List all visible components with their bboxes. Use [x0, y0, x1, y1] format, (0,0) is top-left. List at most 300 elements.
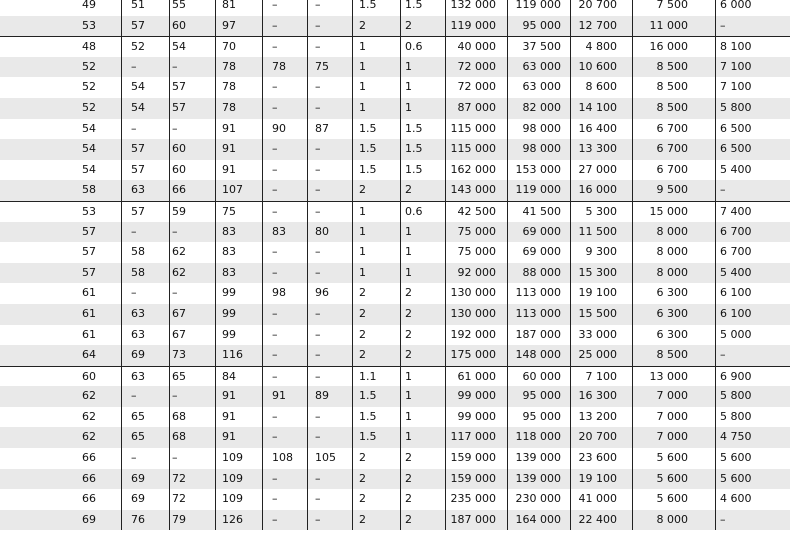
cell-dyn-load-rating: 115 000 [450, 142, 496, 156]
table-row [0, 489, 790, 510]
cell-static-load-rating: 187 000 [515, 327, 561, 341]
cell-d1: – [131, 286, 137, 300]
cell-d2: 60 [172, 142, 186, 156]
cell-d2: 68 [172, 430, 186, 444]
cell-dyn-load-rating: 87 000 [457, 100, 496, 114]
cell-limiting-speed: 6 100 [720, 306, 752, 320]
cell-d-a-min: 57 [82, 245, 96, 259]
cell-static-load-rating: 82 000 [522, 100, 561, 114]
cell-r-a-max: 2 [359, 306, 366, 320]
cell-dyn-load-rating: 235 000 [450, 492, 496, 506]
cell-fatigue-load-limit: 7 100 [585, 369, 617, 383]
cell-d3: – [272, 18, 278, 32]
cell-r-a-max: 1 [359, 265, 366, 279]
column-divider [262, 0, 263, 530]
cell-d3: – [272, 204, 278, 218]
cell-ref-speed: 7 500 [656, 0, 688, 11]
cell-static-load-rating: 139 000 [515, 451, 561, 465]
cell-d1: – [131, 59, 137, 73]
cell-D-a-max: 126 [222, 512, 243, 526]
cell-D-a-max: 91 [222, 142, 236, 156]
cell-limiting-speed: 7 100 [720, 59, 752, 73]
cell-dyn-load-rating: 40 000 [457, 40, 496, 54]
cell-d-a-min: 57 [82, 224, 96, 238]
column-divider [632, 0, 633, 530]
cell-r-b-max: 1 [405, 265, 412, 279]
cell-D-a-max: 84 [222, 369, 236, 383]
cell-D-a-max: 91 [222, 409, 236, 423]
cell-d1: – [131, 224, 137, 238]
cell-d-a-min: 48 [82, 40, 96, 54]
cell-d1: 52 [131, 40, 145, 54]
cell-d4: – [315, 40, 321, 54]
cell-d1: 63 [131, 183, 145, 197]
cell-d3: – [272, 327, 278, 341]
cell-ref-speed: 6 700 [656, 142, 688, 156]
cell-d-a-min: 54 [82, 162, 96, 176]
table-row [0, 98, 790, 119]
cell-d3: – [272, 40, 278, 54]
cell-ref-speed: 8 000 [656, 512, 688, 526]
cell-r-b-max: 1 [405, 59, 412, 73]
column-divider [445, 0, 446, 530]
cell-static-load-rating: 153 000 [515, 162, 561, 176]
cell-fatigue-load-limit: 15 300 [578, 265, 617, 279]
cell-d3: 78 [272, 59, 286, 73]
cell-d-a-min: 66 [82, 471, 96, 485]
cell-d-a-min: 62 [82, 430, 96, 444]
cell-fatigue-load-limit: 20 700 [578, 430, 617, 444]
cell-D-a-max: 91 [222, 162, 236, 176]
cell-fatigue-load-limit: 12 700 [578, 18, 617, 32]
cell-d4: 87 [315, 121, 329, 135]
cell-D-a-max: 91 [222, 430, 236, 444]
cell-d4: – [315, 430, 321, 444]
cell-fatigue-load-limit: 15 500 [578, 306, 617, 320]
cell-d2: 66 [172, 183, 186, 197]
cell-D-a-max: 109 [222, 492, 243, 506]
cell-d1: 57 [131, 204, 145, 218]
cell-d1: 63 [131, 369, 145, 383]
cell-d3: – [272, 512, 278, 526]
cell-r-b-max: 1 [405, 430, 412, 444]
cell-dyn-load-rating: 159 000 [450, 451, 496, 465]
cell-r-b-max: 1 [405, 389, 412, 403]
cell-d4: – [315, 492, 321, 506]
cell-d3: – [272, 492, 278, 506]
cell-dyn-load-rating: 119 000 [450, 18, 496, 32]
cell-limiting-speed: 6 900 [720, 369, 752, 383]
cell-d2: 59 [172, 204, 186, 218]
cell-fatigue-load-limit: 41 000 [578, 492, 617, 506]
cell-dyn-load-rating: 130 000 [450, 286, 496, 300]
cell-d1: 76 [131, 512, 145, 526]
cell-d3: – [272, 409, 278, 423]
cell-D-a-max: 109 [222, 451, 243, 465]
cell-D-a-max: 75 [222, 204, 236, 218]
cell-r-a-max: 1 [359, 80, 366, 94]
cell-r-a-max: 2 [359, 183, 366, 197]
cell-r-b-max: 2 [405, 183, 412, 197]
cell-dyn-load-rating: 130 000 [450, 306, 496, 320]
cell-fatigue-load-limit: 9 300 [585, 245, 617, 259]
cell-d3: – [272, 80, 278, 94]
table-row [0, 139, 790, 160]
cell-d2: – [172, 59, 178, 73]
table-row [0, 263, 790, 284]
cell-d4: – [315, 409, 321, 423]
cell-d1: 69 [131, 348, 145, 362]
cell-d4: 89 [315, 389, 329, 403]
cell-d-a-min: 52 [82, 100, 96, 114]
cell-dyn-load-rating: 42 500 [457, 204, 496, 218]
cell-limiting-speed: – [720, 18, 726, 32]
cell-d2: 57 [172, 80, 186, 94]
cell-d-a-min: 52 [82, 59, 96, 73]
cell-limiting-speed: 4 750 [720, 430, 752, 444]
cell-r-a-max: 2 [359, 451, 366, 465]
cell-d4: – [315, 265, 321, 279]
cell-ref-speed: 8 500 [656, 100, 688, 114]
cell-limiting-speed: 5 800 [720, 389, 752, 403]
cell-D-a-max: 97 [222, 18, 236, 32]
cell-static-load-rating: 139 000 [515, 471, 561, 485]
cell-fatigue-load-limit: 19 100 [578, 286, 617, 300]
cell-d2: 73 [172, 348, 186, 362]
cell-d3: 98 [272, 286, 286, 300]
cell-fatigue-load-limit: 25 000 [578, 348, 617, 362]
table-row [0, 222, 790, 243]
cell-fatigue-load-limit: 11 500 [578, 224, 617, 238]
column-divider [507, 0, 508, 530]
cell-d-a-min: 61 [82, 327, 96, 341]
cell-r-a-max: 1.5 [359, 121, 377, 135]
cell-d4: – [315, 348, 321, 362]
cell-r-b-max: 2 [405, 471, 412, 485]
cell-r-a-max: 1.5 [359, 142, 377, 156]
cell-dyn-load-rating: 132 000 [450, 0, 496, 11]
cell-d3: – [272, 245, 278, 259]
cell-d1: – [131, 451, 137, 465]
cell-dyn-load-rating: 72 000 [457, 59, 496, 73]
cell-fatigue-load-limit: 5 300 [585, 204, 617, 218]
table-row [0, 469, 790, 490]
cell-d2: 62 [172, 265, 186, 279]
table-row [0, 386, 790, 407]
cell-D-a-max: 70 [222, 40, 236, 54]
cell-static-load-rating: 69 000 [522, 224, 561, 238]
cell-d2: – [172, 389, 178, 403]
cell-ref-speed: 16 000 [649, 40, 688, 54]
cell-d4: – [315, 306, 321, 320]
cell-fatigue-load-limit: 16 300 [578, 389, 617, 403]
cell-dyn-load-rating: 159 000 [450, 471, 496, 485]
cell-limiting-speed: 6 000 [720, 0, 752, 11]
cell-d3: 108 [272, 451, 293, 465]
cell-d3: – [272, 369, 278, 383]
cell-d2: – [172, 286, 178, 300]
cell-r-b-max: 2 [405, 348, 412, 362]
column-divider [215, 0, 216, 530]
cell-fatigue-load-limit: 22 400 [578, 512, 617, 526]
cell-static-load-rating: 95 000 [522, 18, 561, 32]
cell-d-a-min: 62 [82, 389, 96, 403]
table-row [0, 242, 790, 263]
cell-limiting-speed: 6 500 [720, 142, 752, 156]
cell-limiting-speed: – [720, 183, 726, 197]
cell-ref-speed: 8 000 [656, 265, 688, 279]
cell-r-a-max: 2 [359, 512, 366, 526]
cell-fatigue-load-limit: 10 600 [578, 59, 617, 73]
column-divider [307, 0, 308, 530]
cell-dyn-load-rating: 192 000 [450, 327, 496, 341]
cell-static-load-rating: 148 000 [515, 348, 561, 362]
cell-ref-speed: 8 500 [656, 59, 688, 73]
cell-r-a-max: 1.5 [359, 0, 377, 11]
cell-limiting-speed: 5 600 [720, 471, 752, 485]
table-row [0, 36, 790, 57]
table-row [0, 448, 790, 469]
cell-static-load-rating: 113 000 [515, 306, 561, 320]
table-row [0, 366, 790, 387]
cell-static-load-rating: 63 000 [522, 80, 561, 94]
cell-r-b-max: 2 [405, 512, 412, 526]
cell-dyn-load-rating: 61 000 [457, 369, 496, 383]
cell-d4: 80 [315, 224, 329, 238]
cell-d4: 75 [315, 59, 329, 73]
cell-limiting-speed: 6 700 [720, 245, 752, 259]
column-divider [352, 0, 353, 530]
cell-d-a-min: 54 [82, 121, 96, 135]
cell-D-a-max: 99 [222, 327, 236, 341]
cell-fatigue-load-limit: 27 000 [578, 162, 617, 176]
cell-d1: 69 [131, 492, 145, 506]
cell-d4: – [315, 471, 321, 485]
cell-d4: – [315, 18, 321, 32]
cell-r-b-max: 1.5 [405, 0, 423, 11]
cell-dyn-load-rating: 143 000 [450, 183, 496, 197]
cell-dyn-load-rating: 117 000 [450, 430, 496, 444]
cell-d1: 65 [131, 409, 145, 423]
cell-static-load-rating: 63 000 [522, 59, 561, 73]
table-row [0, 160, 790, 181]
cell-D-a-max: 78 [222, 100, 236, 114]
cell-d-a-min: 57 [82, 265, 96, 279]
cell-r-b-max: 1 [405, 100, 412, 114]
cell-limiting-speed: – [720, 512, 726, 526]
cell-ref-speed: 6 300 [656, 286, 688, 300]
table-row [0, 407, 790, 428]
cell-limiting-speed: 6 100 [720, 286, 752, 300]
cell-ref-speed: 8 000 [656, 224, 688, 238]
cell-fatigue-load-limit: 19 100 [578, 471, 617, 485]
cell-D-a-max: 83 [222, 245, 236, 259]
cell-limiting-speed: 6 500 [720, 121, 752, 135]
cell-d2: 54 [172, 40, 186, 54]
cell-ref-speed: 6 700 [656, 121, 688, 135]
cell-fatigue-load-limit: 33 000 [578, 327, 617, 341]
cell-dyn-load-rating: 175 000 [450, 348, 496, 362]
cell-ref-speed: 13 000 [649, 369, 688, 383]
cell-d1: 58 [131, 265, 145, 279]
table-row [0, 180, 790, 201]
cell-d2: 60 [172, 162, 186, 176]
cell-fatigue-load-limit: 23 600 [578, 451, 617, 465]
cell-d1: 63 [131, 327, 145, 341]
cell-r-b-max: 1 [405, 224, 412, 238]
cell-r-a-max: 2 [359, 286, 366, 300]
cell-dyn-load-rating: 115 000 [450, 121, 496, 135]
table-row [0, 201, 790, 222]
cell-d4: – [315, 100, 321, 114]
cell-r-a-max: 2 [359, 18, 366, 32]
cell-static-load-rating: 119 000 [515, 0, 561, 11]
cell-fatigue-load-limit: 20 700 [578, 0, 617, 11]
cell-d4: – [315, 183, 321, 197]
cell-static-load-rating: 95 000 [522, 409, 561, 423]
cell-d4: – [315, 512, 321, 526]
cell-r-b-max: 1 [405, 409, 412, 423]
cell-D-a-max: 83 [222, 265, 236, 279]
cell-d3: – [272, 100, 278, 114]
cell-ref-speed: 8 000 [656, 245, 688, 259]
cell-ref-speed: 11 000 [649, 18, 688, 32]
cell-limiting-speed: 5 600 [720, 451, 752, 465]
cell-limiting-speed: 7 100 [720, 80, 752, 94]
cell-d-a-min: 60 [82, 369, 96, 383]
cell-r-a-max: 2 [359, 492, 366, 506]
cell-d2: 57 [172, 100, 186, 114]
cell-static-load-rating: 118 000 [515, 430, 561, 444]
cell-dyn-load-rating: 99 000 [457, 409, 496, 423]
cell-fatigue-load-limit: 16 400 [578, 121, 617, 135]
cell-ref-speed: 8 500 [656, 80, 688, 94]
cell-r-a-max: 1.5 [359, 430, 377, 444]
cell-d1: 54 [131, 80, 145, 94]
cell-r-b-max: 0.6 [405, 204, 423, 218]
cell-ref-speed: 5 600 [656, 492, 688, 506]
cell-d1: 57 [131, 18, 145, 32]
cell-d4: – [315, 162, 321, 176]
cell-limiting-speed: 4 600 [720, 492, 752, 506]
cell-fatigue-load-limit: 13 200 [578, 409, 617, 423]
cell-D-a-max: 116 [222, 348, 243, 362]
cell-d3: – [272, 471, 278, 485]
cell-D-a-max: 109 [222, 471, 243, 485]
column-divider [570, 0, 571, 530]
cell-static-load-rating: 119 000 [515, 183, 561, 197]
cell-ref-speed: 7 000 [656, 430, 688, 444]
cell-D-a-max: 99 [222, 306, 236, 320]
cell-ref-speed: 7 000 [656, 409, 688, 423]
cell-d3: – [272, 162, 278, 176]
cell-d-a-min: 61 [82, 286, 96, 300]
cell-d-a-min: 64 [82, 348, 96, 362]
table-row [0, 283, 790, 304]
column-divider [400, 0, 401, 530]
cell-d3: – [272, 430, 278, 444]
cell-r-a-max: 1 [359, 224, 366, 238]
cell-r-b-max: 2 [405, 492, 412, 506]
cell-r-a-max: 1 [359, 204, 366, 218]
cell-d-a-min: 66 [82, 451, 96, 465]
cell-fatigue-load-limit: 14 100 [578, 100, 617, 114]
cell-r-a-max: 1.5 [359, 162, 377, 176]
cell-d1: 65 [131, 430, 145, 444]
cell-r-a-max: 1 [359, 59, 366, 73]
cell-d4: 96 [315, 286, 329, 300]
table-row [0, 16, 790, 37]
cell-d2: 65 [172, 369, 186, 383]
cell-r-b-max: 1 [405, 369, 412, 383]
cell-D-a-max: 78 [222, 80, 236, 94]
cell-d3: 91 [272, 389, 286, 403]
cell-d4: 105 [315, 451, 336, 465]
cell-dyn-load-rating: 72 000 [457, 80, 496, 94]
cell-d2: 79 [172, 512, 186, 526]
cell-r-a-max: 1.5 [359, 409, 377, 423]
cell-d4: – [315, 0, 321, 11]
cell-r-a-max: 2 [359, 348, 366, 362]
cell-d2: – [172, 224, 178, 238]
table-row [0, 325, 790, 346]
column-divider [121, 0, 122, 530]
cell-ref-speed: 8 500 [656, 348, 688, 362]
cell-static-load-rating: 37 500 [522, 40, 561, 54]
cell-d3: – [272, 142, 278, 156]
cell-ref-speed: 5 600 [656, 451, 688, 465]
cell-d2: 72 [172, 471, 186, 485]
cell-r-b-max: 2 [405, 286, 412, 300]
cell-ref-speed: 5 600 [656, 471, 688, 485]
cell-r-a-max: 1.5 [359, 389, 377, 403]
cell-d-a-min: 49 [82, 0, 96, 11]
cell-limiting-speed: 6 700 [720, 224, 752, 238]
cell-D-a-max: 107 [222, 183, 243, 197]
cell-d3: – [272, 306, 278, 320]
cell-r-b-max: 1 [405, 245, 412, 259]
table-row [0, 510, 790, 531]
table-row [0, 345, 790, 366]
cell-D-a-max: 78 [222, 59, 236, 73]
cell-D-a-max: 83 [222, 224, 236, 238]
cell-limiting-speed: – [720, 348, 726, 362]
cell-d4: – [315, 204, 321, 218]
cell-d4: – [315, 80, 321, 94]
cell-dyn-load-rating: 162 000 [450, 162, 496, 176]
cell-d1: 57 [131, 142, 145, 156]
cell-d2: 68 [172, 409, 186, 423]
cell-r-b-max: 1.5 [405, 142, 423, 156]
cell-r-a-max: 2 [359, 471, 366, 485]
cell-d1: 57 [131, 162, 145, 176]
cell-d1: 69 [131, 471, 145, 485]
cell-fatigue-load-limit: 13 300 [578, 142, 617, 156]
cell-ref-speed: 6 300 [656, 327, 688, 341]
cell-static-load-rating: 60 000 [522, 369, 561, 383]
cell-dyn-load-rating: 75 000 [457, 245, 496, 259]
cell-limiting-speed: 5 800 [720, 409, 752, 423]
cell-static-load-rating: 69 000 [522, 245, 561, 259]
cell-d3: – [272, 265, 278, 279]
cell-d1: – [131, 121, 137, 135]
cell-d4: – [315, 327, 321, 341]
cell-d1: 58 [131, 245, 145, 259]
cell-d3: – [272, 348, 278, 362]
cell-d-a-min: 54 [82, 142, 96, 156]
cell-d1: 51 [131, 0, 145, 11]
cell-d3: 83 [272, 224, 286, 238]
